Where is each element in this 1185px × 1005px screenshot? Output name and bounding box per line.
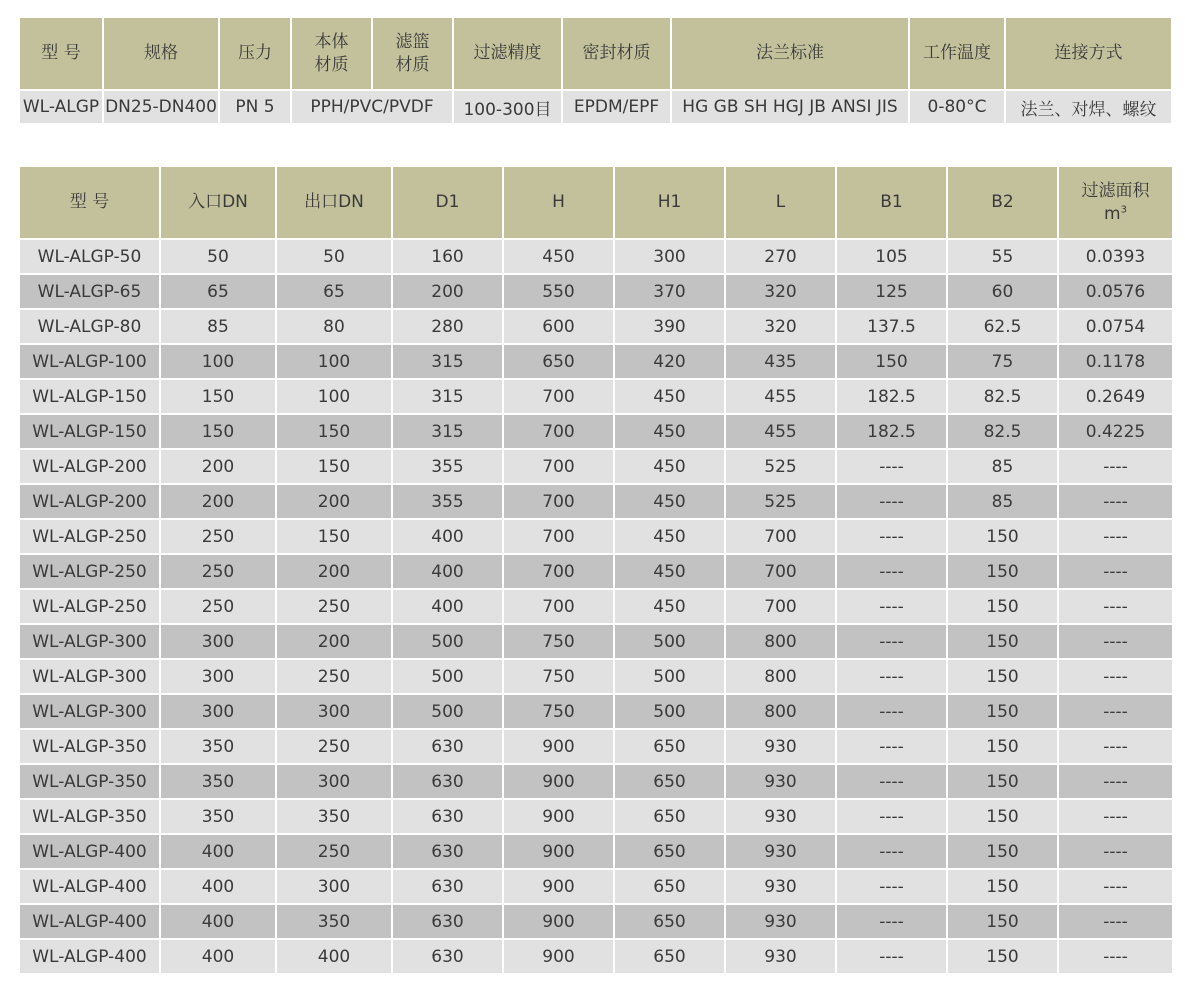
cell-b2: 150 [948, 835, 1057, 868]
table-row [20, 660, 1172, 693]
cell-h: 700 [504, 485, 613, 518]
cell-b2: 150 [948, 695, 1057, 728]
cell-b1: ---- [837, 905, 946, 938]
table-row [20, 730, 1172, 763]
cell-inlet: 65 [161, 275, 275, 308]
cell-model: WL-ALGP-400 [20, 905, 159, 938]
cell-filter-area: ---- [1059, 625, 1172, 658]
cell-d1: 630 [393, 835, 502, 868]
cell-h: 900 [504, 905, 613, 938]
cell-d1: 400 [393, 590, 502, 623]
cell-h1: 650 [615, 870, 724, 903]
cell-l: 930 [726, 800, 835, 833]
cell-l: 930 [726, 835, 835, 868]
cell-inlet: 250 [161, 520, 275, 553]
cell-filter-area: ---- [1059, 905, 1172, 938]
cell-h1: 650 [615, 940, 724, 973]
table-row [20, 555, 1172, 588]
cell-h: 900 [504, 730, 613, 763]
spec-header-line: 过滤精度 [473, 43, 542, 63]
table-row [20, 485, 1172, 518]
cell-d1: 630 [393, 765, 502, 798]
cell-h1: 420 [615, 345, 724, 378]
spec-header-size [104, 18, 218, 89]
dim-header-outlet: 出口DN [277, 167, 391, 238]
cell-l: 930 [726, 905, 835, 938]
spec-header-model [20, 18, 102, 89]
spec-temp: 0-80°C [910, 91, 1004, 123]
spec-size: DN25-DN400 [104, 91, 218, 123]
cell-h1: 390 [615, 310, 724, 343]
cell-d1: 400 [393, 520, 502, 553]
cell-outlet: 150 [277, 450, 391, 483]
cell-h: 700 [504, 450, 613, 483]
spec-header-line: 工作温度 [923, 43, 991, 63]
cell-model: WL-ALGP-150 [20, 380, 159, 413]
cell-filter-area: ---- [1059, 695, 1172, 728]
cell-h1: 450 [615, 450, 724, 483]
dim-header-inlet: 入口DN [161, 167, 275, 238]
spec-header-seal [563, 18, 670, 89]
cell-h: 900 [504, 765, 613, 798]
cell-b1: ---- [837, 695, 946, 728]
cell-inlet: 350 [161, 800, 275, 833]
table-row [20, 625, 1172, 658]
cell-filter-area: 0.0576 [1059, 275, 1172, 308]
spec-header-line: 压力 [238, 43, 272, 63]
cell-outlet: 200 [277, 625, 391, 658]
cell-inlet: 350 [161, 730, 275, 763]
cell-b1: 182.5 [837, 380, 946, 413]
cell-filter-area: ---- [1059, 520, 1172, 553]
cell-b1: ---- [837, 660, 946, 693]
cell-d1: 500 [393, 625, 502, 658]
cell-b2: 150 [948, 905, 1057, 938]
cell-inlet: 400 [161, 905, 275, 938]
cell-inlet: 200 [161, 450, 275, 483]
cell-b1: ---- [837, 625, 946, 658]
cell-filter-area: 0.1178 [1059, 345, 1172, 378]
cell-h1: 650 [615, 730, 724, 763]
cell-h: 650 [504, 345, 613, 378]
cell-inlet: 400 [161, 940, 275, 973]
cell-model: WL-ALGP-300 [20, 660, 159, 693]
cell-d1: 630 [393, 905, 502, 938]
cell-outlet: 100 [277, 345, 391, 378]
cell-inlet: 85 [161, 310, 275, 343]
cell-outlet: 65 [277, 275, 391, 308]
spec-header-line: 本体 [314, 31, 349, 52]
cell-d1: 355 [393, 485, 502, 518]
cell-b1: ---- [837, 765, 946, 798]
cell-filter-area: ---- [1059, 800, 1172, 833]
cell-d1: 315 [393, 415, 502, 448]
cell-d1: 630 [393, 800, 502, 833]
cell-outlet: 80 [277, 310, 391, 343]
cell-h1: 370 [615, 275, 724, 308]
cell-inlet: 350 [161, 765, 275, 798]
cell-inlet: 250 [161, 555, 275, 588]
cell-model: WL-ALGP-250 [20, 520, 159, 553]
filter-area-label: 过滤面积 [1081, 180, 1150, 201]
cell-d1: 200 [393, 275, 502, 308]
spec-model: WL-ALGP [20, 91, 102, 123]
spec-header-line: 密封材质 [582, 43, 651, 63]
cell-b1: ---- [837, 800, 946, 833]
cell-h: 450 [504, 240, 613, 273]
cell-b2: 82.5 [948, 415, 1057, 448]
cell-model: WL-ALGP-300 [20, 625, 159, 658]
cell-h1: 500 [615, 625, 724, 658]
cell-l: 320 [726, 275, 835, 308]
cell-h1: 500 [615, 660, 724, 693]
cell-d1: 160 [393, 240, 502, 273]
spec-header-precision [454, 18, 561, 89]
cell-model: WL-ALGP-250 [20, 590, 159, 623]
table-row [20, 940, 1172, 973]
unit-base: m [1104, 203, 1121, 224]
cell-model: WL-ALGP-350 [20, 765, 159, 798]
cell-h1: 650 [615, 800, 724, 833]
cell-outlet: 250 [277, 730, 391, 763]
cell-outlet: 350 [277, 905, 391, 938]
cell-b1: ---- [837, 590, 946, 623]
spec-precision: 100-300目 [454, 91, 561, 123]
cell-h: 900 [504, 835, 613, 868]
cell-h: 700 [504, 590, 613, 623]
cell-l: 455 [726, 415, 835, 448]
cell-l: 800 [726, 660, 835, 693]
spec-flange: HG GB SH HGJ JB ANSI JIS [672, 91, 908, 123]
cell-h: 700 [504, 415, 613, 448]
cell-b1: ---- [837, 485, 946, 518]
cell-h: 700 [504, 520, 613, 553]
cell-filter-area: 0.2649 [1059, 380, 1172, 413]
cell-filter-area: 0.0393 [1059, 240, 1172, 273]
cell-outlet: 200 [277, 555, 391, 588]
dim-header-l: L [726, 167, 835, 238]
cell-model: WL-ALGP-100 [20, 345, 159, 378]
cell-h: 700 [504, 555, 613, 588]
spec-header-temp [910, 18, 1004, 89]
table-row [20, 380, 1172, 413]
cell-b1: 137.5 [837, 310, 946, 343]
cell-b2: 85 [948, 450, 1057, 483]
cell-h: 900 [504, 940, 613, 973]
cell-model: WL-ALGP-80 [20, 310, 159, 343]
dim-header-b1: B1 [837, 167, 946, 238]
cell-inlet: 100 [161, 345, 275, 378]
cell-d1: 630 [393, 940, 502, 973]
cell-b2: 150 [948, 730, 1057, 763]
cell-d1: 315 [393, 345, 502, 378]
spec-material: PPH/PVC/PVDF [292, 91, 452, 123]
cell-l: 270 [726, 240, 835, 273]
cell-b2: 150 [948, 555, 1057, 588]
cell-inlet: 150 [161, 380, 275, 413]
cell-h: 750 [504, 695, 613, 728]
cell-b1: 182.5 [837, 415, 946, 448]
spec-header-line: 连接方式 [1054, 43, 1123, 63]
cell-filter-area: ---- [1059, 450, 1172, 483]
cell-outlet: 300 [277, 870, 391, 903]
cell-b1: ---- [837, 835, 946, 868]
cell-outlet: 200 [277, 485, 391, 518]
cell-b2: 82.5 [948, 380, 1057, 413]
spec-header-flange [672, 18, 908, 89]
cell-filter-area: ---- [1059, 660, 1172, 693]
cell-l: 930 [726, 870, 835, 903]
cell-filter-area: ---- [1059, 730, 1172, 763]
cell-d1: 280 [393, 310, 502, 343]
table-row [20, 345, 1172, 378]
cell-h: 750 [504, 625, 613, 658]
cell-model: WL-ALGP-65 [20, 275, 159, 308]
cell-b1: ---- [837, 730, 946, 763]
cell-l: 525 [726, 450, 835, 483]
cell-b1: 105 [837, 240, 946, 273]
cell-model: WL-ALGP-150 [20, 415, 159, 448]
cell-model: WL-ALGP-200 [20, 485, 159, 518]
cell-l: 320 [726, 310, 835, 343]
cell-b1: 150 [837, 345, 946, 378]
cell-h1: 300 [615, 240, 724, 273]
cell-model: WL-ALGP-50 [20, 240, 159, 273]
spec-header-row [20, 18, 1171, 89]
cell-l: 930 [726, 940, 835, 973]
cell-model: WL-ALGP-250 [20, 555, 159, 588]
cell-b2: 150 [948, 520, 1057, 553]
cell-inlet: 300 [161, 695, 275, 728]
cell-b2: 150 [948, 765, 1057, 798]
dim-header-h1: H1 [615, 167, 724, 238]
cell-l: 800 [726, 695, 835, 728]
cell-model: WL-ALGP-350 [20, 800, 159, 833]
cell-outlet: 400 [277, 940, 391, 973]
cell-inlet: 200 [161, 485, 275, 518]
cell-b2: 150 [948, 590, 1057, 623]
cell-model: WL-ALGP-200 [20, 450, 159, 483]
cell-b1: ---- [837, 940, 946, 973]
dimension-header-row [20, 167, 1172, 238]
cell-b1: ---- [837, 555, 946, 588]
cell-inlet: 150 [161, 415, 275, 448]
cell-filter-area: ---- [1059, 940, 1172, 973]
cell-l: 435 [726, 345, 835, 378]
spec-header-pressure [220, 18, 290, 89]
cell-h1: 450 [615, 520, 724, 553]
cell-outlet: 250 [277, 835, 391, 868]
spec-header-connection [1006, 18, 1171, 89]
spec-header-line: 材质 [314, 54, 349, 75]
cell-d1: 630 [393, 730, 502, 763]
dim-header-d1: D1 [393, 167, 502, 238]
cell-b2: 62.5 [948, 310, 1057, 343]
table-row [20, 240, 1172, 273]
cell-outlet: 150 [277, 520, 391, 553]
cell-l: 700 [726, 520, 835, 553]
cell-h: 600 [504, 310, 613, 343]
cell-l: 525 [726, 485, 835, 518]
table-row [20, 870, 1172, 903]
cell-l: 700 [726, 590, 835, 623]
spec-header-body-material [292, 18, 371, 89]
spec-header-line: 规格 [144, 43, 178, 63]
cell-d1: 315 [393, 380, 502, 413]
cell-b1: ---- [837, 870, 946, 903]
table-row [20, 695, 1172, 728]
cell-filter-area: ---- [1059, 870, 1172, 903]
spec-header-line: 型 号 [41, 43, 81, 63]
cell-filter-area: 0.4225 [1059, 415, 1172, 448]
cell-filter-area: ---- [1059, 485, 1172, 518]
cell-b2: 150 [948, 800, 1057, 833]
cell-model: WL-ALGP-300 [20, 695, 159, 728]
table-row [20, 800, 1172, 833]
spec-seal: EPDM/EPF [563, 91, 670, 123]
cell-outlet: 250 [277, 590, 391, 623]
table-row [20, 590, 1172, 623]
cell-b2: 150 [948, 625, 1057, 658]
filter-area-unit [1059, 203, 1172, 226]
cell-outlet: 300 [277, 765, 391, 798]
cell-b2: 150 [948, 870, 1057, 903]
cell-h1: 450 [615, 485, 724, 518]
cell-outlet: 100 [277, 380, 391, 413]
cell-h1: 450 [615, 590, 724, 623]
table-row [20, 765, 1172, 798]
table-row [20, 835, 1172, 868]
cell-filter-area: ---- [1059, 835, 1172, 868]
cell-l: 455 [726, 380, 835, 413]
cell-h1: 450 [615, 415, 724, 448]
spec-data-row [20, 91, 1171, 123]
cell-b2: 85 [948, 485, 1057, 518]
cell-model: WL-ALGP-350 [20, 730, 159, 763]
cell-outlet: 300 [277, 695, 391, 728]
cell-inlet: 400 [161, 870, 275, 903]
cell-filter-area: ---- [1059, 590, 1172, 623]
table-row [20, 905, 1172, 938]
cell-d1: 500 [393, 660, 502, 693]
cell-outlet: 50 [277, 240, 391, 273]
cell-h: 700 [504, 380, 613, 413]
spec-pressure: PN 5 [220, 91, 290, 123]
cell-model: WL-ALGP-400 [20, 835, 159, 868]
cell-h: 750 [504, 660, 613, 693]
cell-d1: 355 [393, 450, 502, 483]
table-row [20, 310, 1172, 343]
spec-connection: 法兰、对焊、螺纹 [1006, 91, 1171, 123]
cell-h: 550 [504, 275, 613, 308]
dim-header-h: H [504, 167, 613, 238]
spec-header-line: 滤篮 [395, 31, 430, 52]
dim-header-model: 型 号 [20, 167, 159, 238]
table-row [20, 275, 1172, 308]
cell-b1: 125 [837, 275, 946, 308]
cell-h: 900 [504, 800, 613, 833]
cell-b1: ---- [837, 450, 946, 483]
cell-inlet: 250 [161, 590, 275, 623]
cell-l: 930 [726, 730, 835, 763]
cell-h1: 650 [615, 765, 724, 798]
cell-h1: 650 [615, 905, 724, 938]
cell-filter-area: ---- [1059, 765, 1172, 798]
cell-b2: 150 [948, 660, 1057, 693]
cell-d1: 630 [393, 870, 502, 903]
cell-outlet: 350 [277, 800, 391, 833]
cell-inlet: 300 [161, 660, 275, 693]
table-row [20, 415, 1172, 448]
cell-model: WL-ALGP-400 [20, 940, 159, 973]
dimension-table-body [20, 240, 1172, 973]
spec-table [18, 16, 1173, 125]
dimension-table [18, 165, 1174, 975]
cell-l: 700 [726, 555, 835, 588]
cell-l: 930 [726, 765, 835, 798]
dim-header-filter-area [1059, 167, 1172, 238]
cell-b1: ---- [837, 520, 946, 553]
cell-b2: 150 [948, 940, 1057, 973]
table-row [20, 450, 1172, 483]
spec-header-line: 材质 [395, 54, 430, 75]
cell-model: WL-ALGP-400 [20, 870, 159, 903]
cell-inlet: 400 [161, 835, 275, 868]
table-row [20, 520, 1172, 553]
cell-h1: 500 [615, 695, 724, 728]
spec-header-line: 法兰标准 [756, 43, 824, 63]
cell-b2: 55 [948, 240, 1057, 273]
dim-header-b2: B2 [948, 167, 1057, 238]
cell-b2: 60 [948, 275, 1057, 308]
cell-outlet: 250 [277, 660, 391, 693]
cell-d1: 400 [393, 555, 502, 588]
cell-d1: 500 [393, 695, 502, 728]
cell-b2: 75 [948, 345, 1057, 378]
cell-l: 800 [726, 625, 835, 658]
cell-inlet: 50 [161, 240, 275, 273]
cell-h1: 450 [615, 555, 724, 588]
cell-h: 900 [504, 870, 613, 903]
cell-outlet: 150 [277, 415, 391, 448]
cell-inlet: 300 [161, 625, 275, 658]
unit-superscript: 3 [1120, 203, 1127, 215]
spec-header-basket-material [373, 18, 452, 89]
cell-filter-area: 0.0754 [1059, 310, 1172, 343]
cell-h1: 650 [615, 835, 724, 868]
cell-h1: 450 [615, 380, 724, 413]
cell-filter-area: ---- [1059, 555, 1172, 588]
